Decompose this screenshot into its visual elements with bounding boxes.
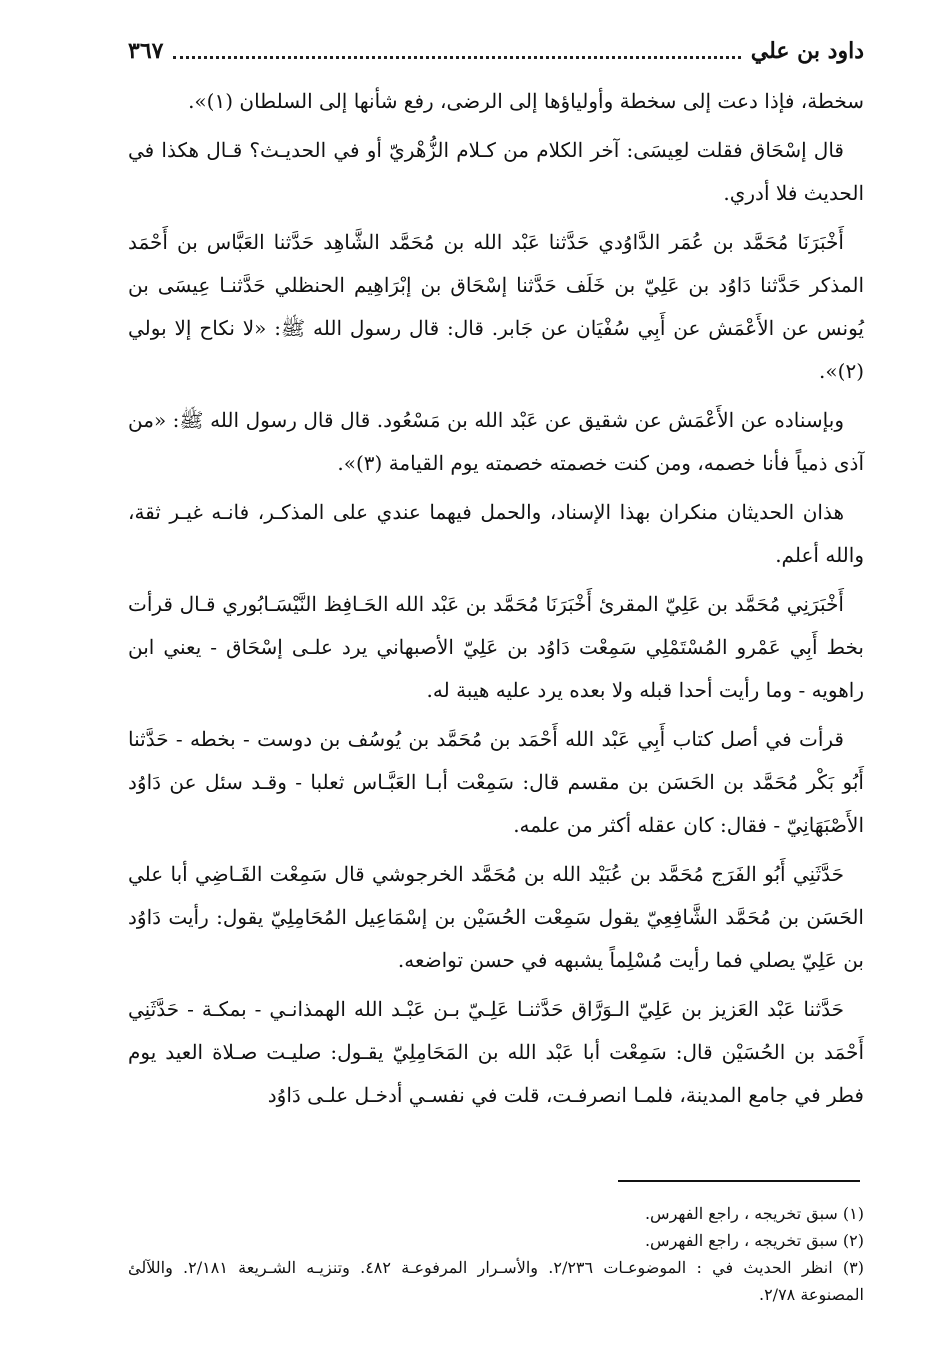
paragraph-mahamili: حَدَّثَنِي أَبُو الفَرَج مُحَمَّد بن عُبَيْد الله بن مُحَمَّد الخرجوشي قال سَمِعْت القَـاضِي أبا علي الحَسَن بن مُحَمَّد الشَّافِعِيّ يقول سَمِعْت الحُسَيْن بن إسْمَاعِيل المُحَامِلِيّ يقول: رأيت دَاوُد بن عَلِيّ يصلي فما رأيت مُسْلِماً يشبهه في حسن تواضعه. bbox=[128, 862, 864, 972]
paragraph-mustamli: أَخْبَرَنِي مُحَمَّد بن عَلِيّ المقرئ أَخْبَرَنَا مُحَمَّد بن عَبْد الله الحَـافِظ النَّيْسَـابُوري قـال قرأت بخط أَبِي عَمْرو المُسْتَمْلِي سَمِعْت دَاوُد بن عَلِيّ الأصبهاني يرد علـى إسْحَاق - يعني ابن راهويه - وما رأيت أحدا قبله ولا بعده يرد عليه هيبة له. bbox=[128, 592, 864, 702]
footnote-separator bbox=[618, 1180, 860, 1182]
running-header bbox=[128, 30, 864, 72]
header-dot-leader bbox=[173, 56, 740, 59]
footnote-3: (٣) انظر الحديث في : الموضوعـات ٢/٢٣٦. والأسـرار المرفوعـة ٤٨٢. وتنزيـه الشـريعة ٢/١٨١. واللآلئ المصنوعة ٢/٧٨. bbox=[128, 1258, 865, 1304]
header-title: داود بن علي bbox=[750, 38, 864, 64]
paragraph-continuation: سخطة، فإذا دعت إلى سخطة وأولياؤها إلى الرضى، رفع شأنها إلى السلطان (١)». bbox=[188, 89, 864, 113]
footnotes bbox=[128, 1200, 864, 1308]
paragraph-ishaq-question: قال إسْحَاق فقلت لعِيسَى: آخر الكلام من كـلام الزُّهْريّ أو في الحديـث؟ قـال هكذا في الحديث فلا أدري. bbox=[128, 138, 864, 205]
paragraph-eid-prayer: حَدَّثنا عَبْد العَزيز بن عَلِيّ الـوَرَّاق حَدَّثنـا عَلِـيّ بـن عَبْـد الله الهمذانـي - بمكـة - حَدَّثَنِي أَحْمَد بن الحُسَيْن قال: سَمِعْت أبا عَبْد الله بن المَحَامِلِيّ يقـول: صليـت صـلاة العيد يوم فطر في جامع المدينة، فلمـا انصرفـت، قلت في نفسـي أدخـل علـى دَاوُد bbox=[128, 997, 864, 1107]
main-text bbox=[128, 80, 864, 1123]
footnote-1: (١) سبق تخريجه ، راجع الفهرس. bbox=[644, 1204, 864, 1223]
paragraph-hadith-wali: أَخْبَرَنَا مُحَمَّد بن عُمَر الدَّاوُدي حَدَّثنا عَبْد الله بن مُحَمَّد الشَّاهِد حَدَّثنا العَبَّاس بن أَحْمَد المذكر حَدَّثنا دَاوُد بن عَلِيّ بن خَلَف حَدَّثنا إسْحَاق بن إبْرَاهِيم الحنظلي حَدَّثنـا عِيسَى بن يُونس عن الأَعْمَش عن أَبِي سُفْيَان عن جَابر. قال: قال رسول الله ﷺ: «لا نكاح إلا بولي (٢)». bbox=[128, 230, 864, 383]
paragraph-hadith-dhimmi: وبإسناده عن الأَعْمَش عن شقيق عن عَبْد الله بن مَسْعُود. قال قال رسول الله ﷺ: «من آذى ذمياً فأنا خصمه، ومن كنت خصمته خصمته يوم القيامة (٣)». bbox=[128, 408, 864, 475]
paragraph-thalab: قرأت في أصل كتاب أَبِي عَبْد الله أَحْمَد بن مُحَمَّد بن يُوسُف بن دوست - بخطه - حَدَّثنا أَبُو بَكْر مُحَمَّد بن الحَسَن بن مقسم قال: سَمِعْت أبـا العَبَّـاس ثعلبا - وقـد سئل عن دَاوُد الأَصْبَهَانِيّ - فقال: كان عقله أكثر من علمه. bbox=[128, 727, 864, 837]
footnote-2: (٢) سبق تخريجه ، راجع الفهرس. bbox=[644, 1231, 864, 1250]
page-number: ٣٦٧ bbox=[128, 38, 164, 64]
paragraph-isnad-note: هذان الحديثان منكران بهذا الإسناد، والحمل فيهما عندي على المذكـر، فانـه غيـر ثقة، والله أعلم. bbox=[128, 500, 864, 567]
